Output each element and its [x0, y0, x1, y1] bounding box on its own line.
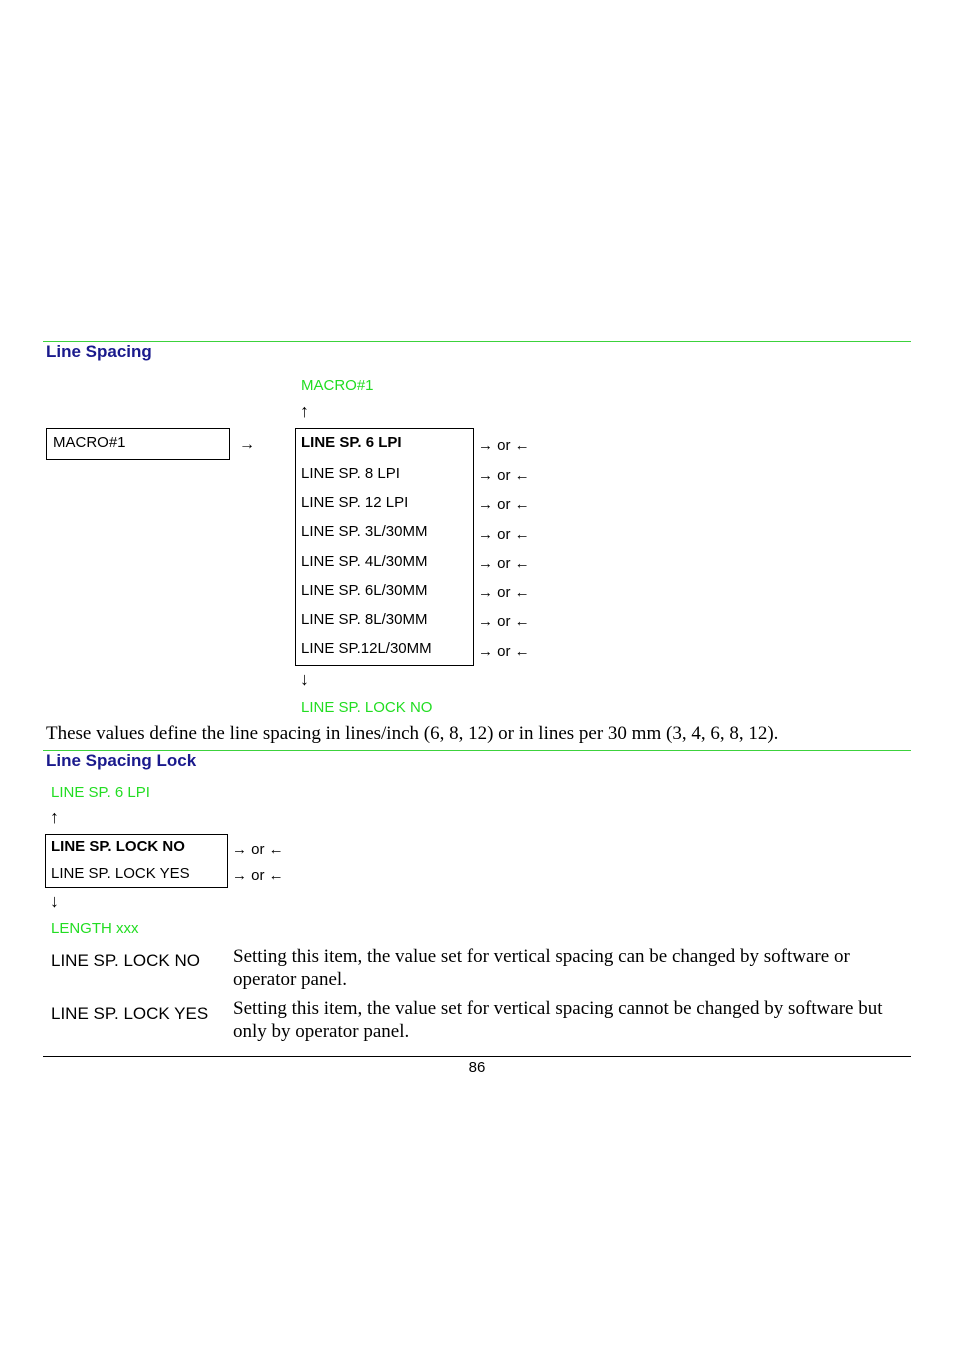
down-arrow-icon: ↓: [50, 891, 59, 911]
option-3l-30mm[interactable]: LINE SP. 3L/30MM: [301, 523, 428, 540]
definition-term: LINE SP. LOCK YES: [51, 1004, 209, 1023]
macro-box: [46, 428, 230, 460]
definition-text: Setting this item, the value set for vertical spacing can be changed by software or operator panel.: [233, 946, 850, 990]
option-lock-no[interactable]: LINE SP. LOCK NO: [51, 838, 185, 855]
nav-arrows: → or ←: [478, 643, 530, 660]
nav-arrows: → or ←: [232, 867, 284, 884]
previous-menu-label: MACRO#1: [301, 377, 374, 394]
footer-rule: [43, 1056, 911, 1057]
option-12l-30mm[interactable]: LINE SP.12L/30MM: [301, 640, 432, 657]
next-menu-label: LENGTH xxx: [51, 920, 139, 937]
definition-term: LINE SP. LOCK NO: [51, 951, 200, 970]
nav-arrows: → or ←: [478, 613, 530, 630]
option-6l-30mm[interactable]: LINE SP. 6L/30MM: [301, 582, 428, 599]
option-8l-30mm[interactable]: LINE SP. 8L/30MM: [301, 611, 428, 628]
line-spacing-options-box: [295, 428, 474, 666]
option-8-lpi[interactable]: LINE SP. 8 LPI: [301, 465, 400, 482]
section-heading-line-spacing-lock: Line Spacing Lock: [46, 751, 197, 770]
nav-arrows: → or ←: [478, 526, 530, 543]
nav-arrows: → or ←: [478, 467, 530, 484]
next-menu-label: LINE SP. LOCK NO: [301, 699, 433, 716]
previous-menu-label: LINE SP. 6 LPI: [51, 784, 150, 801]
nav-arrows: → or ←: [478, 496, 530, 513]
option-lock-yes[interactable]: LINE SP. LOCK YES: [51, 865, 190, 882]
page-number: 86: [468, 1059, 486, 1076]
option-12-lpi[interactable]: LINE SP. 12 LPI: [301, 494, 409, 511]
right-arrow-icon: →: [239, 436, 255, 453]
nav-arrows: → or ←: [232, 841, 284, 858]
option-4l-30mm[interactable]: LINE SP. 4L/30MM: [301, 553, 428, 570]
line-spacing-description: These values define the line spacing in lines/inch (6, 8, 12) or in lines per 30 mm (3, 4, 6, 8, 12).: [46, 723, 779, 744]
down-arrow-icon: ↓: [300, 669, 309, 689]
macro-box-label: MACRO#1: [53, 434, 126, 451]
nav-arrows: → or ←: [478, 555, 530, 572]
definition-text: Setting this item, the value set for vertical spacing cannot be changed by software but only by operator panel.: [233, 998, 883, 1042]
up-arrow-icon: ↑: [50, 807, 59, 827]
nav-arrows: → or ←: [478, 584, 530, 601]
nav-arrows: → or ←: [478, 437, 530, 454]
option-6-lpi[interactable]: LINE SP. 6 LPI: [301, 434, 402, 451]
section-divider: [43, 341, 911, 342]
up-arrow-icon: ↑: [300, 401, 309, 421]
section-heading-line-spacing: Line Spacing: [46, 342, 152, 361]
